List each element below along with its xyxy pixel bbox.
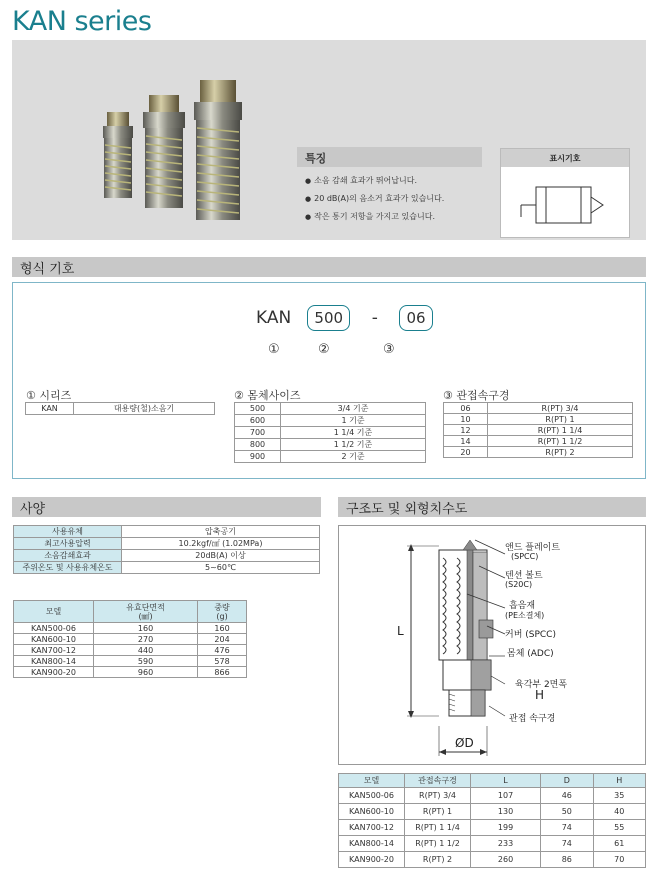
label-absorber-material: (PE소결체) — [505, 611, 545, 620]
muffler-medium — [143, 95, 185, 208]
label-end-plate-material: (SPCC) — [511, 552, 539, 561]
table-cell: 74 — [541, 836, 593, 852]
table-row — [14, 656, 247, 667]
table-cell: 2 기준 — [281, 451, 426, 463]
table-cell: R(PT) 1 — [488, 414, 633, 425]
table-row — [444, 436, 633, 447]
table-cell: KAN600-10 — [14, 634, 94, 645]
table-cell: 14 — [444, 436, 488, 447]
table-cell: 20 — [444, 447, 488, 458]
spec-value: 20dB(A) 이상 — [122, 550, 320, 562]
table-cell: KAN800-14 — [339, 836, 405, 852]
label-port: 관접 속구경 — [509, 714, 556, 724]
table-row — [444, 414, 633, 425]
symbol-box — [500, 148, 630, 238]
table-cell: 대용량(철)소음기 — [74, 403, 215, 415]
column-header: 모델 — [339, 774, 405, 788]
table-cell: 74 — [541, 820, 593, 836]
muffler-small — [103, 112, 133, 198]
table-header-row — [14, 601, 247, 623]
table-cell: 600 — [235, 415, 281, 427]
table-header-row — [339, 774, 646, 788]
mark-3: ③ — [383, 342, 395, 357]
silencer-symbol — [501, 167, 629, 237]
table-row — [339, 804, 646, 820]
column-header: 모델 — [14, 601, 94, 623]
table-cell: 260 — [471, 852, 541, 868]
table-cell: 233 — [471, 836, 541, 852]
table-cell: R(PT) 1 — [405, 804, 471, 820]
product-photo — [12, 40, 292, 240]
spec-table — [13, 525, 320, 574]
spec-key: 소음감쇄효과 — [14, 550, 122, 562]
column-header: 유효단면적 (㎟) — [94, 601, 198, 623]
feature-item: ● 20 dB(A)의 음소거 효과가 있습니다. — [305, 190, 444, 208]
label-end-plate: 앤드 플레이트 — [505, 543, 561, 553]
table-row — [339, 852, 646, 868]
table-cell: KAN600-10 — [339, 804, 405, 820]
table-cell: 35 — [593, 788, 645, 804]
column-header: 중량 (g) — [198, 601, 247, 623]
table-cell: R(PT) 1 1/4 — [488, 425, 633, 436]
table-cell: 204 — [198, 634, 247, 645]
table-row — [235, 427, 426, 439]
table-cell: 46 — [541, 788, 593, 804]
table-cell: 160 — [94, 623, 198, 634]
table-cell: 578 — [198, 656, 247, 667]
table-row — [14, 645, 247, 656]
feature-item: ● 작은 통기 저항을 가지고 있습니다. — [305, 208, 444, 226]
table-row — [26, 403, 215, 415]
muffler-large — [194, 80, 242, 220]
label-hex: 육각부 2면폭 — [515, 680, 568, 690]
spec-heading: 사양 — [12, 497, 321, 517]
table-cell: 440 — [94, 645, 198, 656]
label-tension-bolt: 텐션 볼트 — [505, 571, 543, 581]
table-row — [14, 526, 320, 538]
table-cell: R(PT) 1 1/2 — [405, 836, 471, 852]
table-row — [444, 425, 633, 436]
spec-key: 최고사용압력 — [14, 538, 122, 550]
spec-key: 사용유체 — [14, 526, 122, 538]
table-cell: KAN700-12 — [14, 645, 94, 656]
table-cell: 500 — [235, 403, 281, 415]
table-cell: 86 — [541, 852, 593, 868]
table-cell: KAN900-20 — [339, 852, 405, 868]
symbol-heading: 표시기호 — [501, 149, 629, 167]
table-cell: 960 — [94, 667, 198, 678]
table-cell: 1 1/2 기준 — [281, 439, 426, 451]
code-part-body: 500 — [307, 305, 350, 331]
table-row — [14, 538, 320, 550]
table-cell: R(PT) 2 — [488, 447, 633, 458]
code-separator: - — [371, 308, 378, 328]
features-heading: 특징 — [297, 147, 482, 167]
table-cell: 40 — [593, 804, 645, 820]
table-cell: 70 — [593, 852, 645, 868]
table-cell: 55 — [593, 820, 645, 836]
label-H: H — [535, 688, 545, 702]
table-cell: R(PT) 1 1/4 — [405, 820, 471, 836]
spec-value: 압축공기 — [122, 526, 320, 538]
table-cell: R(PT) 3/4 — [405, 788, 471, 804]
mark-2: ② — [318, 342, 330, 357]
table-row — [14, 634, 247, 645]
table-row — [235, 451, 426, 463]
structure-drawing-box — [338, 525, 646, 765]
column-header: D — [541, 774, 593, 788]
table-cell: 3/4 기준 — [281, 403, 426, 415]
label-cover: 커버 (SPCC) — [505, 630, 556, 640]
table-cell: 270 — [94, 634, 198, 645]
port-table-label: ③ 관접속구경 — [443, 389, 510, 402]
table-cell: 199 — [471, 820, 541, 836]
structure-drawing — [339, 526, 645, 764]
port-table — [443, 402, 633, 458]
table-cell: KAN700-12 — [339, 820, 405, 836]
spec-value: 5~60℃ — [122, 562, 320, 574]
code-prefix: KAN — [256, 308, 292, 328]
table-cell: 107 — [471, 788, 541, 804]
code-part-port: 06 — [399, 305, 432, 331]
label-D: ØD — [455, 736, 474, 750]
table-cell: 06 — [444, 403, 488, 414]
model-code — [256, 308, 433, 328]
spec-key: 주위온도 및 사용유체온도 — [14, 562, 122, 574]
series-table-label: ① 시리즈 — [26, 389, 72, 402]
table-row — [14, 550, 320, 562]
table-row — [339, 836, 646, 852]
page-title: KAN series — [12, 6, 152, 37]
table-cell: 1 기준 — [281, 415, 426, 427]
table-row — [14, 623, 247, 634]
table-row — [14, 667, 247, 678]
label-body: 몸체 (ADC) — [507, 649, 554, 659]
area-table — [13, 600, 247, 678]
table-row — [235, 415, 426, 427]
table-cell: R(PT) 3/4 — [488, 403, 633, 414]
table-cell: KAN900-20 — [14, 667, 94, 678]
table-row — [444, 447, 633, 458]
table-cell: KAN800-14 — [14, 656, 94, 667]
table-row — [235, 439, 426, 451]
column-header: H — [593, 774, 645, 788]
dimension-table — [338, 773, 646, 868]
table-row — [339, 820, 646, 836]
spec-value: 10.2kgf/㎠ (1.02MPa) — [122, 538, 320, 550]
feature-item: ● 소음 감쇄 효과가 뛰어납니다. — [305, 172, 444, 190]
table-row — [14, 562, 320, 574]
series-table — [25, 402, 215, 415]
table-cell: 1 1/4 기준 — [281, 427, 426, 439]
table-cell: 866 — [198, 667, 247, 678]
table-cell: 800 — [235, 439, 281, 451]
table-cell: 130 — [471, 804, 541, 820]
table-cell: KAN500-06 — [339, 788, 405, 804]
table-cell: KAN500-06 — [14, 623, 94, 634]
table-cell: 61 — [593, 836, 645, 852]
table-cell: 476 — [198, 645, 247, 656]
table-cell: 900 — [235, 451, 281, 463]
label-absorber: 흡음재 — [509, 601, 536, 611]
table-row — [339, 788, 646, 804]
table-cell: KAN — [26, 403, 74, 415]
body-table-label: ② 몸체사이즈 — [234, 389, 301, 402]
label-L: L — [397, 624, 404, 638]
label-tension-bolt-material: (S20C) — [505, 580, 533, 589]
model-code-heading: 형식 기호 — [12, 257, 646, 277]
table-cell: R(PT) 1 1/2 — [488, 436, 633, 447]
structure-heading: 구조도 및 외형치수도 — [338, 497, 646, 517]
table-row — [444, 403, 633, 414]
column-header: L — [471, 774, 541, 788]
mark-1: ① — [268, 342, 280, 357]
table-cell: 50 — [541, 804, 593, 820]
table-cell: R(PT) 2 — [405, 852, 471, 868]
table-cell: 700 — [235, 427, 281, 439]
table-cell: 12 — [444, 425, 488, 436]
table-cell: 10 — [444, 414, 488, 425]
body-table — [234, 402, 426, 463]
table-cell: 160 — [198, 623, 247, 634]
column-header: 관접속구경 — [405, 774, 471, 788]
table-cell: 590 — [94, 656, 198, 667]
table-row — [235, 403, 426, 415]
features-list — [305, 172, 444, 226]
